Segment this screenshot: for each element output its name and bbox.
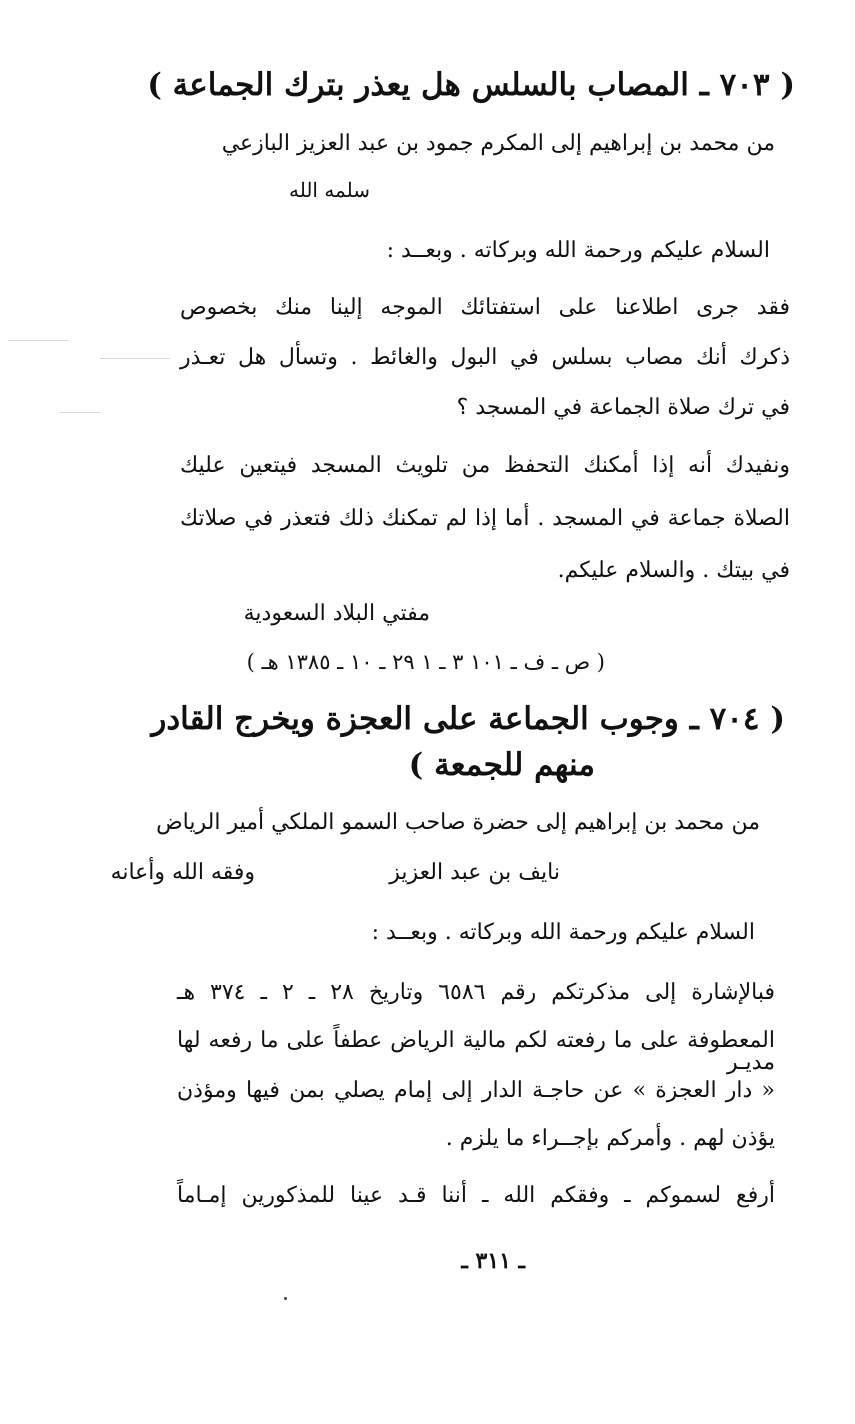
section-703-para2-line1: ونفيدك أنه إذا أمكنك التحفظ من تلويث المسجد فيتعين عليك bbox=[180, 453, 790, 478]
section-703-para2-line3: في بيتك . والسلام عليكم. bbox=[557, 558, 790, 583]
section-703-reference: ( ص ـ ف ـ ١٠١ ٣ ـ ١ ٢٩ ـ ١٠ ـ ١٣٨٥ هـ ) bbox=[246, 650, 605, 674]
scan-artifact bbox=[100, 358, 170, 359]
section-703-signature: مفتي البلاد السعودية bbox=[243, 601, 430, 626]
scan-artifact bbox=[60, 412, 100, 413]
section-704-recipient-blessing: وفقه الله وأعانه bbox=[110, 860, 255, 885]
section-703-para1-line3: في ترك صلاة الجماعة في المسجد ؟ bbox=[456, 395, 790, 420]
section-704-para1-line3: « دار العجزة » عن حاجـة الدار إلى إمام يصلي بمن فيها ومؤذن bbox=[177, 1078, 775, 1103]
section-703-para2-line2: الصلاة جماعة في المسجد . أما إذا لم تمكنك ذلك فتعذر في صلاتك bbox=[180, 506, 790, 531]
section-704-sender-line: من محمد بن إبراهيم إلى حضرة صاحب السمو الملكي أمير الرياض bbox=[156, 810, 760, 835]
section-704-recipient-name: نايف بن عبد العزيز bbox=[389, 860, 560, 885]
section-703-para1-line2: ذكرك أنك مصاب بسلس في البول والغائط . وتسأل هل تعـذر bbox=[180, 345, 790, 370]
page-number: ـ ٣١١ ـ bbox=[461, 1248, 525, 1274]
section-704-greeting: السلام عليكم ورحمة الله وبركاته . وبعــد : bbox=[371, 920, 755, 945]
section-703-greeting: السلام عليكم ورحمة الله وبركاته . وبعــد : bbox=[386, 238, 770, 263]
section-703-title: ( ٧٠٣ ـ المصاب بالسلس هل يعذر بترك الجماعة ) bbox=[147, 67, 795, 103]
section-703-para1-line1: فقد جرى اطلاعنا على استفتائك الموجه إلينا منك بخصوص bbox=[180, 295, 790, 320]
scan-artifact bbox=[8, 340, 68, 341]
scan-dot bbox=[284, 1297, 287, 1300]
section-704-para1-line2: المعطوفة على ما رفعته لكم مالية الرياض عطفاً على ما رفعه لها مديـر bbox=[177, 1028, 775, 1075]
section-703-salutation-line: سلمه الله bbox=[288, 178, 370, 202]
section-704-para1-line1: فبالإشارة إلى مذكرتكم رقم ٦٥٨٦ وتاريخ ٢٨ ـ ٢ ـ ٣٧٤ هـ bbox=[177, 980, 775, 1005]
section-704-para2-line1: أرفع لسموكم ـ وفقكم الله ـ أننا قـد عينا للمذكورين إمـاماً bbox=[177, 1183, 775, 1208]
section-703-sender-line: من محمد بن إبراهيم إلى المكرم جمود بن عبد العزيز البازعي bbox=[221, 131, 775, 156]
section-704-title-line2: منهم للجمعة ) bbox=[408, 747, 595, 783]
section-704-para1-line4: يؤذن لهم . وأمركم بإجــراء ما يلزم . bbox=[445, 1126, 775, 1151]
section-704-title-line1: ( ٧٠٤ ـ وجوب الجماعة على العجزة ويخرج القادر bbox=[151, 701, 785, 737]
